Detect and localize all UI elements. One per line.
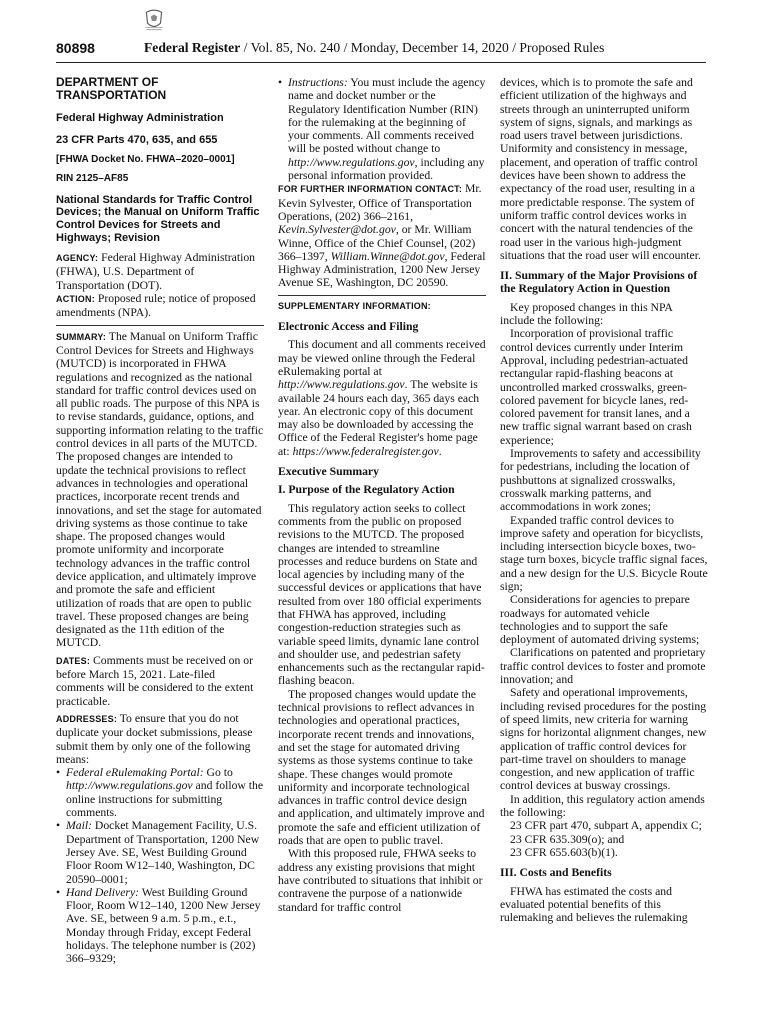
bullet-icon: • [56, 819, 61, 833]
eaccess-text-2: . The website is available 24 hours each day, 365 days each year. An electronic copy of this document may also be downloaded by accessing the Office of the Federal Register's home page at: [278, 378, 480, 458]
costs-heading: III. Costs and Benefits [500, 866, 612, 880]
purpose-paragraph-3: With this proposed rule, FHWA seeks to address any existing provisions that might have contributed to situations that inhibit or contravene the purpose of a nationwide standard for traffic control [278, 847, 483, 914]
eaccess-text: This document and all comments received may be viewed online through the Federal eRulemaking portal at [278, 338, 486, 378]
divider [278, 295, 486, 296]
running-head [144, 40, 604, 56]
journal-name: Federal Register [144, 40, 241, 55]
executive-summary-heading: Executive Summary [278, 465, 379, 479]
bullet-icon: • [56, 885, 61, 899]
agency-text: Federal Highway Administration (FHWA), U.S. Department of Transportation (DOT). [56, 251, 256, 292]
agency-heading: Federal Highway Administration [56, 111, 224, 124]
page-header [56, 36, 706, 63]
bullet-icon: • [278, 76, 283, 89]
contact-text-2: , or Mr. William Winne, Office of the Chief Counsel, (202) 366–1397, [278, 223, 476, 263]
continued-paragraph: devices, which is to promote the safe and efficient utilization of the highways and streets through an uninterrupted uniform system of signs, signals, and markings as road users travel between jurisdictions. Uniformity and consistency in message, placement, and operation of traffic control devices have been shown to address the expectancy of the road user, resulting in a more predictable response. The system of uniform traffic control devices works in concert with the natural tendencies of the road user in the various high-judgment situations that the road user will encounter. [500, 76, 701, 262]
instructions-item [278, 76, 486, 182]
eaccess-link-2[interactable]: https://www.federalregister.gov [292, 444, 439, 458]
bullet-icon: • [56, 766, 61, 780]
amends-intro: In addition, this regulatory action amends the following: [500, 792, 705, 820]
instructions-text-2: , including any personal information provided. [288, 155, 485, 183]
hand-delivery-text: West Building Ground Floor, Room W12–140, 1200 New Jersey Ave. SE, between 9 a.m. 5 p.m., e.t., Monday through Friday, except Federal holidays. The telephone number is (202) 366–9329; [66, 885, 261, 966]
contact-label: FOR FURTHER INFORMATION CONTACT: [278, 184, 463, 195]
hand-delivery-item [56, 886, 264, 966]
contact-text-3: , Federal Highway Administration, 1200 New Jersey Avenue SE, Washington, DC 20590. [278, 249, 486, 290]
summary-field [56, 330, 264, 650]
agency-label: AGENCY: [56, 253, 99, 264]
column-3 [500, 76, 708, 924]
department-heading: DEPARTMENT OF TRANSPORTATION [56, 75, 167, 103]
mail-item [56, 819, 264, 885]
electronic-access-text [278, 338, 486, 458]
addresses-label: ADDRESSES: [56, 713, 118, 724]
contact-email-2[interactable]: William.Winne@dot.gov [330, 249, 445, 263]
portal-text: Go to [203, 766, 233, 780]
amendment-item: 23 CFR part 470, subpart A, appendix C; [510, 819, 702, 833]
dates-field [56, 654, 264, 708]
portal-label: Federal eRulemaking Portal: [66, 766, 204, 780]
purpose-paragraph-1: This regulatory action seeks to collect comments from the public on proposed revisions to the MUTCD. The proposed changes are intended to streamline processes and reduce burdens on State and local agencies by including many of the successful devices or applications that have resulted from over 180 official experiments that FHWA has approved, including congestion-reduction strategies such as variable speed limits, dynamic lane control and shoulder use, and pedestrian safety enhancements such as the rectangular rapid-flashing beacon. [278, 501, 485, 688]
instructions-label: Instructions: [288, 76, 348, 89]
mail-label: Mail: [66, 819, 92, 833]
cfr-parts: 23 CFR Parts 470, 635, and 655 [56, 133, 218, 146]
portal-item [56, 766, 264, 819]
amendment-item: 23 CFR 655.603(b)(1). [510, 845, 618, 859]
agency-field [56, 251, 264, 292]
column-2 [278, 76, 486, 914]
action-text: Proposed rule; notice of proposed amendments (NPA). [56, 292, 256, 320]
provision-item: Incorporation of provisional traffic control devices currently under Interim Approval, including pedestrian-actuated rectangular rapid-flashing beacons at uncontrolled marked crosswalks, green-colored pavement for bicycle lanes, red-colored pavement for transit lanes, and a new traffic signal warrant based on crash experience; [500, 327, 692, 447]
issue-info: / Vol. 85, No. 240 / Monday, December 14, 2020 / Proposed Rules [240, 40, 605, 55]
instructions-text: You must include the agency name and docket number or the Regulatory Identification Number (RIN) for the rulemaking at the beginning of your comments. All comments received will be posted without change to [288, 76, 486, 156]
provision-item: Safety and operational improvements, including revised procedures for the posting of speed limits, new criteria for warning signs for horizontal alignment changes, new application of traffic control devices for part-time travel on shoulders to manage congestion, and new application of traffic control devices at busway crossings. [500, 686, 707, 793]
docket-number: [FHWA Docket No. FHWA–2020–0001] [56, 154, 235, 166]
provision-item: Improvements to safety and accessibility for pedestrians, including the location of pushbuttons at signalized crosswalks, crosswalk marking patterns, and accommodations in work zones; [500, 447, 701, 514]
supplementary-label: SUPPLEMENTARY INFORMATION: [278, 300, 431, 311]
instructions-link[interactable]: http://www.regulations.gov [288, 155, 415, 169]
dates-label: DATES: [56, 655, 91, 666]
eaccess-link-1[interactable]: http://www.regulations.gov [278, 378, 405, 392]
hand-delivery-label: Hand Delivery: [66, 885, 140, 899]
rin-number: RIN 2125–AF85 [56, 173, 129, 185]
authenticated-gpo-seal-icon [142, 8, 166, 34]
provision-item: Expanded traffic control devices to improve safety and operation for bicyclists, including intersection bicycle boxes, two-stage turn boxes, bicycle traffic signal faces, and a new design for the U.S. Bicycle Route sign; [500, 513, 708, 593]
contact-text: Mr. Kevin Sylvester, Office of Transportation Operations, (202) 366–2161, [278, 182, 482, 223]
major-provisions-heading: II. Summary of the Major Provisions of the Regulatory Action in Question [500, 269, 698, 296]
rule-title: National Standards for Traffic Control Devices; the Manual on Uniform Traffic Control Devices for Streets and Highways; Revision [56, 193, 260, 244]
costs-paragraph: FHWA has estimated the costs and evaluated potential benefits of this rulemaking and believes the rulemaking [500, 884, 688, 925]
provision-item: Considerations for agencies to prepare roadways for automated vehicle technologies and to support the safe deployment of automated driving systems; [500, 593, 700, 647]
eaccess-text-3: . [438, 444, 442, 458]
action-label: ACTION: [56, 294, 95, 305]
portal-text-2: and follow the online instructions for submitting comments. [66, 779, 264, 820]
provision-intro: Key proposed changes in this NPA include the following: [500, 300, 673, 328]
purpose-heading: I. Purpose of the Regulatory Action [278, 483, 455, 497]
addresses-text: To ensure that you do not duplicate your docket submissions, please submit them by only one of the following means: [56, 711, 253, 766]
amendment-item: 23 CFR 635.309(o); and [510, 832, 625, 846]
purpose-paragraph-2: The proposed changes would update the technical provisions to reflect advances in technologies and operational practices, incorporate recent trends and innovations, and set the stage for automated driving systems as those systems continue to take shape. These changes would promote uniformity and incorporate technological advances in traffic control device design and application, and ultimately improve and promote the safe and efficient utilization of roads that are open to public travel. [278, 687, 485, 848]
summary-text: The Manual on Uniform Traffic Control Devices for Streets and Highways (MUTCD) is incorporated in FHWA regulations and recognized as the national standard for traffic control devices used on all public roads. The purpose of this NPA is to revise standards, guidance, options, and supporting information relating to the traffic control devices in all parts of the MUTCD. The proposed changes are intended to update the technical provisions to reflect advances in technologies and operational practices, incorporate recent trends and innovations, and set the stage for automated driving systems as those continue to take shape. The proposed changes would promote uniformity and incorporate technology advances in the traffic control device application, and ultimately improve and promote the safe and efficient utilization of roads that are open to public travel. These proposed changes are being designated as the 11th edition of the MUTCD. [56, 329, 264, 650]
summary-label: SUMMARY: [56, 331, 107, 342]
addresses-field [56, 712, 264, 766]
mail-text: Docket Management Facility, U.S. Department of Transportation, 1200 New Jersey Ave. SE, West Building Ground Floor Room W12–140, Washington, DC 20590–0001; [66, 819, 260, 886]
provision-item: Clarifications on patented and proprietary traffic control devices to foster and promote innovation; and [500, 646, 706, 687]
divider [56, 325, 264, 326]
contact-email-1[interactable]: Kevin.Sylvester@dot.gov [278, 223, 396, 237]
action-field [56, 292, 264, 320]
contact-field [278, 182, 486, 289]
portal-link[interactable]: http://www.regulations.gov [66, 779, 193, 793]
page-number: 80898 [56, 40, 95, 56]
column-1 [56, 76, 264, 966]
dates-text: Comments must be received on or before March 15, 2021. Late-filed comments will be considered to the extent practicable. [56, 653, 254, 708]
electronic-access-heading: Electronic Access and Filing [278, 320, 419, 334]
